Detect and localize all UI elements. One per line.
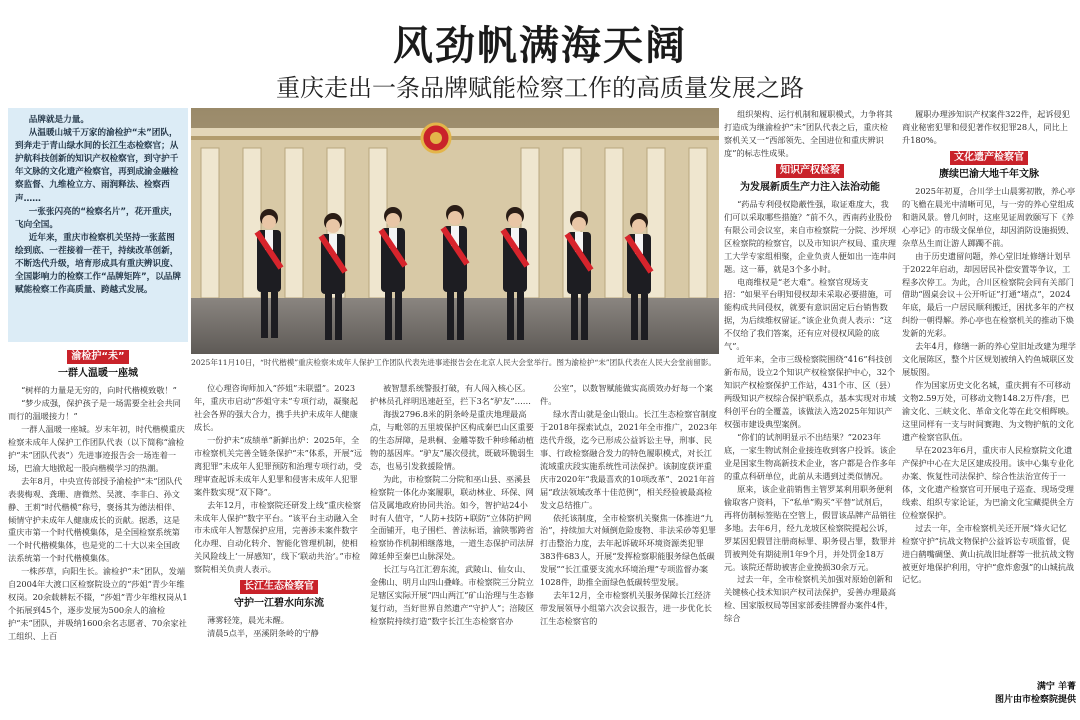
paragraph: 过去一年，全市检察机关还开展“烽火记忆 检察守护”抗战文物保护公益诉讼专项监督，促进白鹤嘴碉堡、黄山抗战旧址群等一批抗战文物被更好地保护利用，守护“愈炸愈强”的山城抗战记忆。 [902,522,1075,585]
intro-box [8,108,188,342]
paragraph: 绿水青山就是金山银山。长江生态检察官制度于2018年探索试点，2021年全市推广，2023年迭代升级，迄今已形成公益诉讼主导，刑事、民事、行政检察融合发力的特色履职模式，对长江流域重庆段实施系统性司法保护。该制度获评重庆市2020年“我最喜欢的10项改革”、2021年首届“政法领域改革十佳范例”，相关经验被最高检发文总结推广。 [540,408,718,510]
byline [900,681,1076,707]
paragraph: 去年12月，市检察院还研发上线“重庆检察未成年人保护”数字平台。“该平台主动融入全市未成年人智慧保护应用，完善涉未案件数字化办理、自动化转介、智能化管理机制，使相关风险线上‘一屏感知’，线下‘联动共治’。”市检察院相关负责人表示。 [194,499,361,575]
intro-paragraph: 品牌就是力量。 [28,115,89,125]
column-a [8,346,188,718]
paragraph: 过去一年，全市检察机关加强对原始创新和关键核心技术知识产权司法保护，妥善办理最高检、国家版权局等国家部委挂牌督办案件4件，综合 [724,574,896,624]
byline-author: 满宁 羊菁 [1036,682,1076,692]
subheadline: 重庆走出一条品牌赋能检察工作的高质量发展之路 [276,74,804,102]
section-tag: 知识产权检察 [776,164,844,178]
section-subtitle: 一群人温暖一座城 [58,368,138,379]
column-f [902,108,1076,680]
photo-caption: 2025年11月10日，“时代楷模”重庆检察未成年人保护工作团队代表先进事迹报告会在北京人民大会堂举行。图为渝检护“未”团队代表在人民大会堂前留影。 [191,358,716,367]
paragraph: 作为国家历史文化名城，重庆拥有不可移动文物2.59万处，可移动文物148.2万件/套，巴渝文化、三峡文化、革命文化等在此交相辉映。这里同样有一支与时间赛跑、为文物护航的文化遗产检察官队伍。 [902,380,1074,442]
section-tag: 长江生态检察官 [240,580,318,594]
intro-paragraph: 从温暖山城千万家的渝检护“未”团队，到奔走于青山绿水间的长江生态检察官；从护航科技创新的知识产权检察官，到守护千年文脉的文化遗产检察官，再到成渝金融检察监督、九维检立方、雨润释法、检察西声…… [15,128,179,204]
section-subtitle: 守护一江碧水向东流 [234,598,324,610]
paragraph: 2025年初夏，合川学士山晨雾初散，养心亭的飞檐在晨光中清晰可见，与一旁的养心堂组成和谐风景。曾几何时，这座见证周敦颐写下《养心亭记》的市级文保单位，却因消防设施损毁、杂草丛生而让游人踯躅不前。 [902,185,1076,248]
column-e [724,108,896,718]
paragraph: 为此，市检察院二分院和巫山县、巫溪县检察院一体化办案履职，联动林业、环保、网信及属地政府协同共治。如今，智护站24小时有人值守，“人防+技防+联防”立体防护网全面铺开，电子围栏、普法标语，渝陕鄂跨省检察协作机制相继落地，一道生态保护司法屏障延伸至秦巴山脉深处。 [370,473,534,562]
paragraph: 一株莎草，向阳生长。渝检护“未”团队，发端自2004年大渡口区检察院设立的“莎姐”青少年维权岗。20余载耕耘不辍，“莎姐”青少年维权岗从1个拓展到45个，逐步发展为500余人的渝检护“未”团队，并吸纳1600余名志愿者、70余家社工组织、上百 [8,566,188,642]
photo-credit: 图片由市检察院提供 [994,695,1076,705]
paragraph: 早在2023年6月，重庆市人民检察院文化遗产保护中心在大足区建成投用。该中心集专业化办案、恢复性司法保护、综合性法治宣传于一体，文化遗产检察官可开展电子巡查、现场受理线索、组织专家论证，为巴渝文化宝藏提供全方位检察保护。 [902,444,1074,520]
intro-paragraph: 一张张闪亮的“检察名片”，花开重庆，飞向全国。 [15,206,178,230]
paragraph: 被智慧系统警报打破，有人闯入核心区。护林员孔祥明迅速赶至，拦下3名“驴友”…… [370,383,531,406]
paragraph: 海拔2796.8米的阴条岭是重庆地理最高点，与毗邻的五里坡保护区构成秦巴山区重要的生态屏障，是珙桐、金雕等数千种珍稀动植物的基因库。“驴友”屡次侵扰，既破坏脆弱生态，也易引发救援险情。 [370,408,534,471]
paragraph: 去年8月，中央宣传部授予渝检护“未”团队代表裴梅观、龚珊、唐微然、吴渡、李非白、孙文静、王莉“时代楷模”称号，褒扬其为德法相伴、倾情守护未成年人健康成长的贡献。据悉，这是重庆市第一个时代楷模集体，是全国检察系统第一个时代楷模集体，也是党的二十大以来全国政法系统第一个时代楷模集体。 [8,475,183,564]
column-d [540,382,718,718]
paragraph: 电商维权是“老大难”。检察官现场支招：“如果平台明知侵权却未采取必要措施，可能构成共同侵权，就要有意识固定后台销售数据，为后续维权留证。”该企业负责人表示：“这不仅给了我们答案，还有应对侵权风险的底气”。 [724,276,893,352]
paragraph: 一份护未“成绩单”新鲜出炉：2025年，全市检察机关完善全链条保护“未”体系，开展“远离犯罪”未成年人犯罪预防和治理专项行动，受理审查起诉未成年人犯罪和侵害未成年人犯罪案件数实现“双下降”。 [194,434,363,497]
section-subtitle: 为发展新质生产力注入法治动能 [740,181,880,193]
group-photo-illustration [191,108,719,354]
column-c [370,382,534,718]
paragraph: 去年12月，全市检察机关服务保障长江经济带发展领导小组第六次会议报告，进一步优化长江生态检察官的 [540,590,712,627]
paragraph: 近年来，全市三级检察院围绕“416”科技创新布局，设立2个知识产权检察保护中心，32个知识产权检察保护工作站，431个市、区（县）两级知识产权综合保护联系点，基本实现对市域科创平台的全覆盖，该做法入选2025年知识产权强市建设典型案例。 [724,354,896,430]
paragraph: 位心理咨询师加入“莎姐”未联盟”。2023年，重庆市启动“莎姐守未”专项行动，凝聚起社会各界的强大合力，携手共护未成年人健康成长。 [194,383,358,432]
paragraph: 履职办理涉知识产权案件322件，起诉侵犯商业秘密犯罪和侵犯著作权犯罪28人，同比上升180%。 [902,109,1070,145]
intro-paragraph: 近年来，重庆市检察机关坚持一张蓝图绘到底、一茬接着一茬干，持续改革创新，不断迭代升级，培育形成具有重庆辨识度、全国影响力的检察工作“品牌矩阵”，以品牌赋能检察工作高质量、跨越式发展。 [15,232,181,296]
paragraph: 公室”，以数智赋能做实高质效办好每一个案件。 [540,383,713,406]
paragraph: 一群人温暖一座城。岁末年初，时代楷模重庆检察未成年人保护工作团队代表（以下简称“渝检护“未”团队代表”）先进事迹报告会一场连着一场，巴渝大地掀起一股向楷模学习的热潮。 [8,423,185,473]
paragraph: 组织架构、运行机制和履职模式，力争将其打造成为继渝检护“未”团队代表之后，重庆检察机关又一“西部领先、全国进位和重庆辨识度”的标志性成果。 [724,109,893,158]
paragraph: 依托该制度，全市检察机关聚焦一体推进“九治”，持续加大对倾倒危险废物、非法采砂等犯罪打击整治力度，去年起诉破坏环境资源类犯罪383件683人，开展“发挥检察职能服务绿色低碳发展”“长江重要支流水环境治理”专项监督办案1028件，助推全面绿色低碳转型发展。 [540,512,717,588]
section-title [194,580,364,611]
column-b [194,382,364,718]
paragraph: 清晨5点半，巫溪阴条岭的宁静 [207,628,319,639]
paragraph: “梦少成强，保护孩子是一场需要全社会共同而行的温暖接力！” [8,397,181,421]
group-photo [191,108,719,354]
paragraph: “你们的试剂明显示不出结果？”2023年底，一家生物试剂企业接连收到客户投诉。该企业是国家生物高新技术企业，客户都是合作多年的重点科研单位，此前从未遇到过类似情况。 [724,431,896,481]
section-tag: 文化遗产检察官 [950,151,1028,165]
paragraph: 原来，该企业前销售主管罗某利用职务便利偷取客户资料，下“私单”购买“平替”试剂后，再将仿制标签贴在空管上，假冒该品牌产品销往多地。去年6月，经九龙坡区检察院提起公诉，罗某因犯假冒注册商标罪、职务侵占罪，数罪并罚被判处有期徒刑1年9个月，并处罚金18万元。该院还帮助被害企业挽损30余万元。 [724,483,896,572]
paragraph: 去年4月，修缮一新的养心堂旧址改建为理学文化展陈区，整个片区规划被纳入钓鱼城联区发展版图。 [902,341,1076,378]
paragraph: 长江与乌江汇碧东流，武陵山、仙女山、金佛山、明月山四山叠峰。市检察院三分院立足辖区实际开展“四山两江”矿山治理与生态修复行动，当好世界自然遗产“守护人”；涪陵区检察院持续打造“数字长江生态检察官办 [370,564,534,627]
section-title [8,350,188,381]
paragraph: 由于历史遗留问题，养心堂旧址修缮计划早于2022年启动，却因居民补偿安置等争议，工程多次停工。为此，合川区检察院会同有关部门借助“圆桌会议＋公开听证”打通“堵点”，2024年底，最后一户居民顺利搬迁，困扰多年的产权纠纷一朝得解。养心亭也在检察机关的推动下焕发新的光彩。 [902,250,1074,339]
paragraph: “药品专利侵权隐蔽性强，取证难度大，我们可以采取哪些措施？”前不久，西南药业股份有限公司会议室，来自市检察院一分院、沙坪坝区检察院的检察官，以及市知识产权局、重庆理工大学专家组相聚，企业负责人便如出一连串问题。这一幕，就是3个多小时。 [724,198,896,274]
paragraph: 薄雾轻笼，晨光未醒。 [207,615,289,626]
section-title [902,151,1076,182]
section-subtitle: 赓续巴渝大地千年文脉 [939,168,1039,180]
headline: 风劲帆满海天阔 [393,23,687,69]
section-tag: 渝检护“未” [67,350,128,364]
paragraph: “树样的力量是无穷的，向时代楷模致敬！” [21,385,177,395]
section-title [724,164,896,195]
